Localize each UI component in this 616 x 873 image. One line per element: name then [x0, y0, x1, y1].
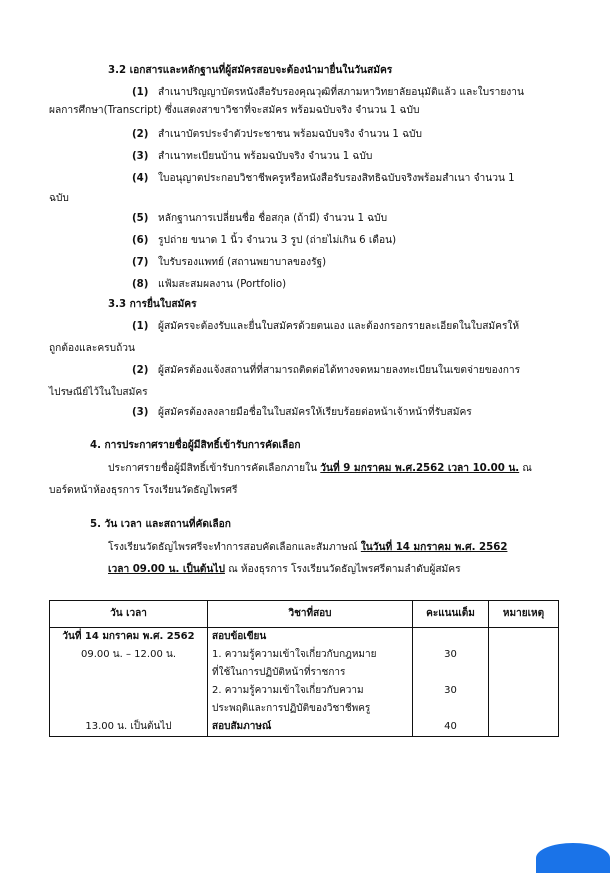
subject-cell: ประพฤติและการปฏิบัติของวิชาชีพครู [208, 700, 413, 718]
item-text: แฟ้มสะสมผลงาน (Portfolio) [158, 279, 287, 290]
exam-time: เวลา 09.00 น. เป็นต้นไป [108, 564, 225, 575]
item-text: สำเนาทะเบียนบ้าน พร้อมฉบับจริง จำนวน 1 ฉบับ [158, 151, 373, 162]
section-3-2-heading: 3.2 เอกสารและหลักฐานที่ผู้สมัครสอบจะต้องนำมายื่นในวันสมัคร [108, 65, 393, 76]
remarks-cell [489, 682, 559, 700]
item-number: (3) [132, 407, 149, 418]
score-cell [413, 628, 489, 647]
table-row [50, 700, 559, 718]
item-text: ใบรับรองแพทย์ (สถานพยาบาลของรัฐ) [158, 257, 327, 268]
item-continuation: ถูกต้องและครบถ้วน [49, 343, 135, 354]
item-number: (1) [132, 321, 149, 332]
written-exam-label: สอบข้อเขียน [208, 628, 413, 647]
remarks-cell [489, 628, 559, 647]
item-text: ผู้สมัครต้องแจ้งสถานที่ที่สามารถติดต่อได้ทางจดหมายลงทะเบียนในเขตจ่ายของการ [158, 365, 521, 376]
item-text: รูปถ่าย ขนาด 1 นิ้ว จำนวน 3 รูป (ถ่ายไม่เกิน 6 เดือน) [158, 235, 397, 246]
list-item [132, 320, 519, 334]
time-cell [50, 664, 208, 682]
floating-action-button[interactable] [536, 843, 610, 873]
item-number: (2) [132, 129, 149, 140]
announcement-location: บอร์ดหน้าห้องธุรการ โรงเรียนวัดธัญไพรศรี [49, 485, 238, 496]
remarks-cell [489, 700, 559, 718]
item-number: (1) [132, 87, 149, 98]
item-number: (4) [132, 173, 149, 184]
exam-date: ในวันที่ 14 มกราคม พ.ศ. 2562 [360, 542, 508, 553]
score-cell [413, 700, 489, 718]
section-3-3-heading: 3.3 การยื่นใบสมัคร [108, 299, 197, 310]
remarks-cell [489, 664, 559, 682]
column-header-remarks: หมายเหตุ [489, 601, 559, 628]
announcement-text-end: ณ [519, 463, 532, 474]
item-text: ผู้สมัครต้องลงลายมือชื่อในใบสมัครให้เรียบร้อยต่อหน้าเจ้าหน้าที่รับสมัคร [158, 407, 472, 418]
table-header-row [50, 601, 559, 628]
item-text: หลักฐานการเปลี่ยนชื่อ ชื่อสกุล (ถ้ามี) จำนวน 1 ฉบับ [158, 213, 388, 224]
item-text: สำเนาปริญญาบัตรหนังสือรับรองคุณวุฒิที่สภามหาวิทยาลัยอนุมัติแล้ว และใบรายงาน [158, 87, 524, 98]
list-item [132, 150, 372, 164]
exam-line-1 [108, 541, 507, 555]
score-cell: 40 [413, 718, 489, 737]
remarks-cell [489, 646, 559, 664]
score-cell: 30 [413, 646, 489, 664]
exam-location: ณ ห้องธุรการ โรงเรียนวัดธัญไพรศรีตามลำดับผู้สมัคร [224, 564, 461, 575]
time-cell [50, 700, 208, 718]
announcement-date: วันที่ 9 มกราคม พ.ศ.2562 เวลา 10.00 น. [320, 463, 520, 474]
item-continuation: ฉบับ [49, 193, 69, 204]
table-row [50, 682, 559, 700]
time-cell: 09.00 น. – 12.00 น. [50, 646, 208, 664]
column-header-full-score: คะแนนเต็ม [413, 601, 489, 628]
item-text: ผู้สมัครจะต้องรับและยื่นใบสมัครด้วยตนเอง และต้องกรอกรายละเอียดในใบสมัครให้ [158, 321, 520, 332]
list-item [132, 256, 326, 270]
score-cell [413, 664, 489, 682]
item-number: (2) [132, 365, 149, 376]
column-header-subject: วิชาที่สอบ [208, 601, 413, 628]
exam-line-2 [108, 563, 461, 577]
list-item [132, 234, 396, 248]
item-continuation: ไปรษณีย์ไว้ในใบสมัคร [49, 387, 148, 398]
section-4-heading: 4. การประกาศรายชื่อผู้มีสิทธิ์เข้ารับการคัดเลือก [90, 440, 301, 451]
list-item [132, 364, 520, 378]
item-text: สำเนาบัตรประจำตัวประชาชน พร้อมฉบับจริง จำนวน 1 ฉบับ [158, 129, 422, 140]
subject-cell: 2. ความรู้ความเข้าใจเกี่ยวกับความ [208, 682, 413, 700]
list-item [132, 172, 515, 186]
table-row [50, 646, 559, 664]
item-number: (6) [132, 235, 149, 246]
exam-schedule-table [49, 600, 559, 737]
item-continuation: ผลการศึกษา(Transcript) ซึ่งแสดงสาขาวิชาที่จะสมัคร พร้อมฉบับจริง จำนวน 1 ฉบับ [49, 105, 420, 116]
list-item [132, 406, 472, 420]
score-cell: 30 [413, 682, 489, 700]
item-text: ใบอนุญาตประกอบวิชาชีพครูหรือหนังสือรับรองสิทธิฉบับจริงพร้อมสำเนา จำนวน 1 [158, 173, 515, 184]
list-item [132, 128, 422, 142]
table-row [50, 628, 559, 647]
time-cell [50, 682, 208, 700]
list-item [132, 278, 286, 292]
section-5-heading: 5. วัน เวลา และสถานที่คัดเลือก [90, 519, 231, 530]
table-row [50, 664, 559, 682]
table-row [50, 718, 559, 737]
list-item [132, 86, 524, 100]
announcement-line [108, 462, 532, 476]
subject-cell: 1. ความรู้ความเข้าใจเกี่ยวกับกฎหมาย [208, 646, 413, 664]
item-number: (3) [132, 151, 149, 162]
list-item [132, 212, 387, 226]
item-number: (5) [132, 213, 149, 224]
item-number: (7) [132, 257, 149, 268]
column-header-datetime: วัน เวลา [50, 601, 208, 628]
exam-date-cell: วันที่ 14 มกราคม พ.ศ. 2562 [50, 628, 208, 647]
remarks-cell [489, 718, 559, 737]
time-cell: 13.00 น. เป็นต้นไป [50, 718, 208, 737]
subject-cell: ที่ใช้ในการปฏิบัติหน้าที่ราชการ [208, 664, 413, 682]
announcement-text: ประกาศรายชื่อผู้มีสิทธิ์เข้ารับการคัดเลือกภายใน [108, 463, 321, 474]
exam-text: โรงเรียนวัดธัญไพรศรีจะทำการสอบคัดเลือกและสัมภาษณ์ [108, 542, 361, 553]
interview-label: สอบสัมภาษณ์ [208, 718, 413, 737]
item-number: (8) [132, 279, 149, 290]
